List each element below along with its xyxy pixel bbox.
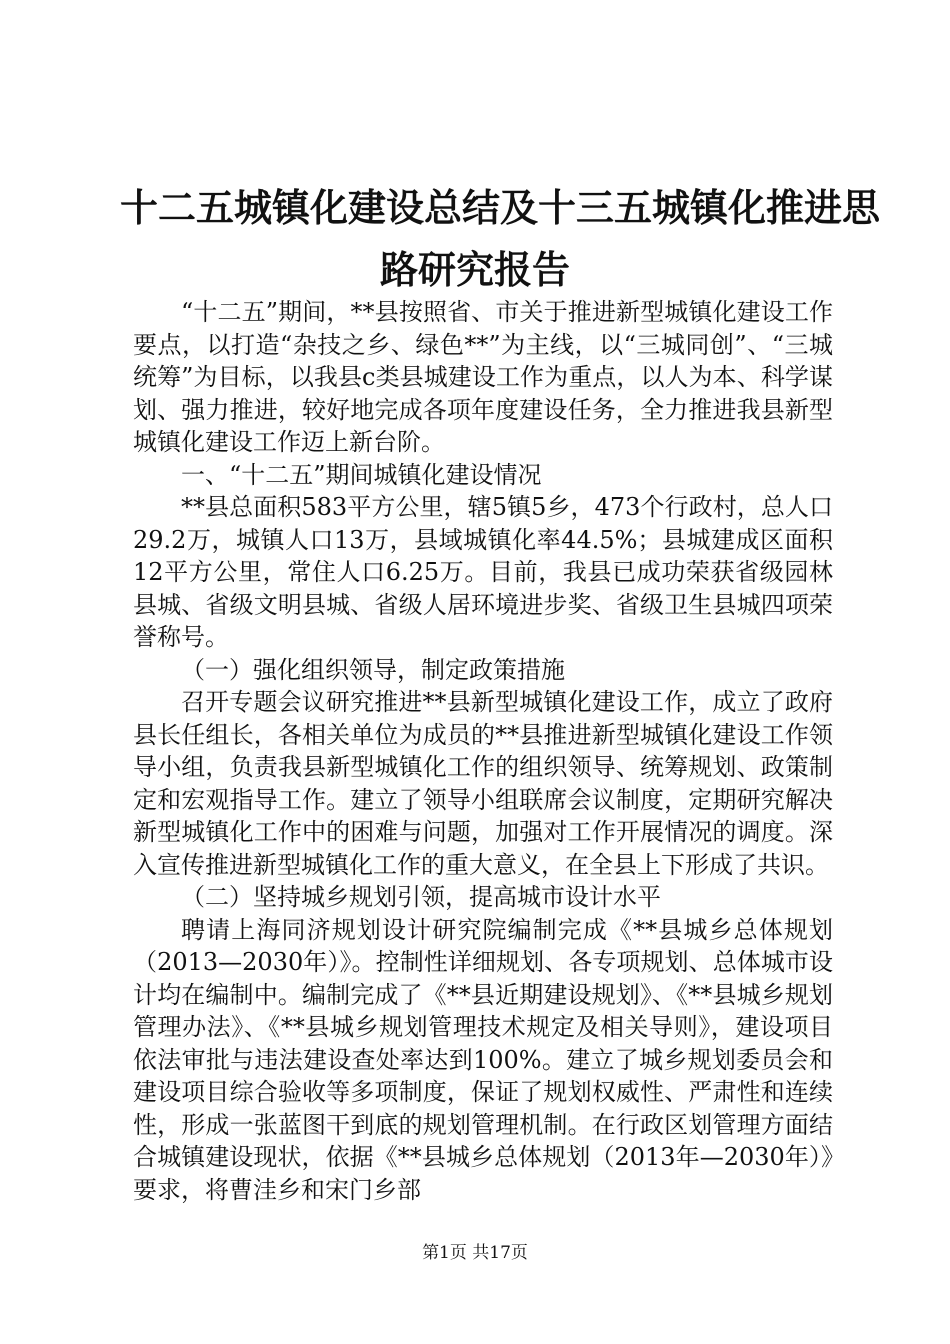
document-body — [133, 296, 833, 1206]
subsection-heading-1: （一）强化组织领导，制定政策措施 — [181, 655, 565, 684]
overview-paragraph: **县总面积583平方公里，辖5镇5乡，473个行政村，总人口29.2万，城镇人口13万，县域城镇化率44.5%；县城建成区面积12平方公里，常住人口6.25万。目前，我县已成功荣获省级园林县城、省级文明县城、省级人居环境进步奖、省级卫生县城四项荣誉称号。 — [133, 493, 833, 651]
page-number-footer: 第1页 共17页 — [422, 1243, 528, 1263]
organization-paragraph: 召开专题会议研究推进**县新型城镇化建设工作，成立了政府县长任组长，各相关单位为成员的**县推进新型城镇化建设工作领导小组，负责我县新型城镇化工作的组织领导、统筹规划、政策制定和宏观指导工作。建立了领导小组联席会议制度，定期研究解决新型城镇化工作中的困难与问题，加强对工作开展情况的调度。深入宣传推进新型城镇化工作的重大意义，在全县上下形成了共识。 — [133, 688, 833, 879]
subsection-heading-2: （二）坚持城乡规划引领，提高城市设计水平 — [181, 883, 661, 911]
intro-paragraph: “十二五”期间，**县按照省、市关于推进新型城镇化建设工作要点，以打造“杂技之乡、绿色**”为主线，以“三城同创”、“三城统筹”为目标，以我县c类县城建设工作为重点，以人为本、科学谋划、强力推进，较好地完成各项年度建设任务，全力推进我县新型城镇化建设工作迈上新台阶。 — [133, 298, 833, 456]
section-heading-1: 一、“十二五”期间城镇化建设情况 — [181, 460, 542, 489]
document-title-line-1: 十二五城镇化建设总结及十三五城镇化推进思 — [120, 186, 881, 230]
planning-paragraph: 聘请上海同济规划设计研究院编制完成《**县城乡总体规划（2013—2030年）》。控制性详细规划、各专项规划、总体城市设计均在编制中。编制完成了《**县近期建设规划》、《**县城乡规划管理办法》、《**县城乡规划管理技术规定及相关导则》，建设项目依法审批与违法建设查处率达到100%。建立了城乡规划委员会和建设项目综合验收等多项制度，保证了规划权威性、严肃性和连续性，形成一张蓝图干到底的规划管理机制。在行政区划管理方面结合城镇建设现状，依据《**县城乡总体规划（2013年—2030年）》要求，将曹洼乡和宋门乡部 — [133, 915, 833, 1204]
document-title-line-2: 路研究报告 — [379, 248, 570, 292]
